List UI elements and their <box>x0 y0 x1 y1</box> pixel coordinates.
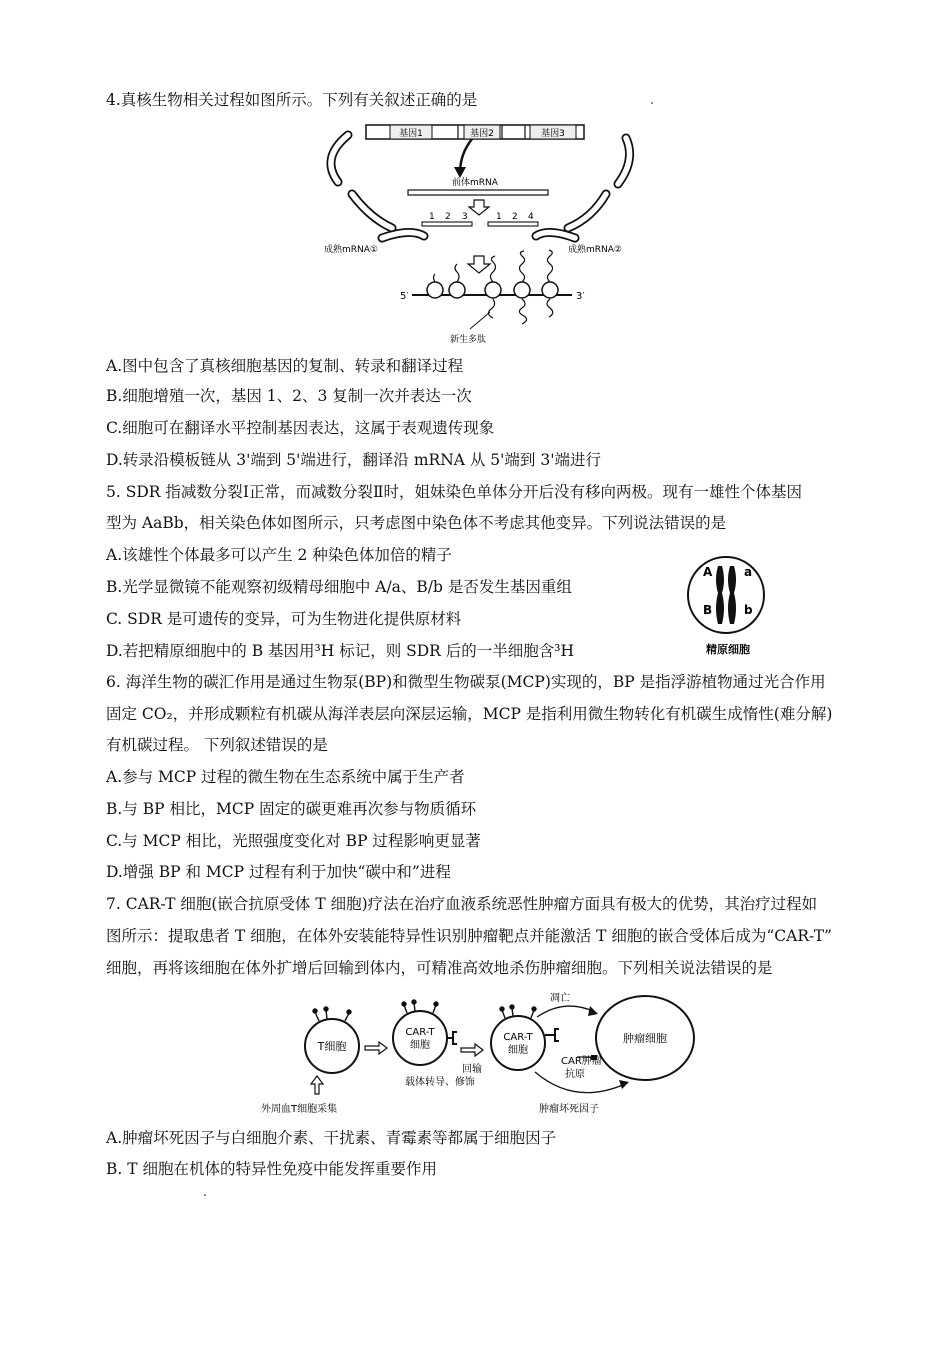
car-receptor <box>447 1032 457 1044</box>
mature-mrna-2-label: 成熟mRNA② <box>568 245 622 255</box>
svg-text:2: 2 <box>512 212 518 222</box>
q5-option-a[interactable]: A.该雄性个体最多可以产生 2 种染色体加倍的精子 <box>106 546 452 564</box>
svg-text:3: 3 <box>462 212 468 222</box>
allele-A: A <box>703 565 713 579</box>
q4-option-b[interactable]: B.细胞增殖一次，基因 1、2、3 复制一次并表达一次 <box>106 387 472 405</box>
gene2-label: 基因2 <box>470 129 494 139</box>
ribosome <box>514 282 530 298</box>
gene1-label: 基因1 <box>399 129 423 139</box>
svg-text:1: 1 <box>496 212 502 222</box>
reinfuse-label: 回输 <box>462 1064 482 1075</box>
q5-figure <box>682 552 774 662</box>
q5-option-b[interactable]: B.光学显微镜不能观察初级精母细胞中 A/a、B/b 是否发生基因重组 <box>106 578 572 596</box>
car-t-cell-2 <box>491 1016 545 1070</box>
q4-option-d[interactable]: D.转录沿模板链从 3'端到 5'端进行，翻译沿 mRNA 从 5'端到 3'端进行 <box>106 451 601 469</box>
q7-option-a[interactable]: A.肿瘤坏死因子与白细胞介素、干扰素、青霉素等都属于细胞因子 <box>106 1129 557 1147</box>
q6-stem-line3: 有机碳过程。 下列叙述错误的是 <box>106 736 328 754</box>
svg-text:细胞: 细胞 <box>410 1040 430 1051</box>
three-prime-label: 3′ <box>576 291 585 302</box>
antigen-label-1: CAR肿瘤 <box>561 1056 602 1067</box>
tnf-label: 肿瘤坏死因子 <box>539 1104 599 1115</box>
q4-stem: 4.真核生物相关过程如图所示。下列有关叙述正确的是 <box>106 91 478 109</box>
stray-dot <box>204 1194 206 1196</box>
q6-option-b[interactable]: B.与 BP 相比，MCP 固定的碳更难再次参与物质循环 <box>106 800 477 818</box>
mature-mrna-1-strand <box>422 222 472 226</box>
q5-stem-line2: 型为 AaBb，相关染色体如图所示，只考虑图中染色体不考虑其他变异。下列说法错误的是 <box>106 514 727 532</box>
q5-option-c[interactable]: C. SDR 是可遗传的变异，可为生物进化提供原材料 <box>106 610 462 628</box>
q4-option-a[interactable]: A.图中包含了真核细胞基因的复制、转录和翻译过程 <box>106 357 464 375</box>
ribosome <box>427 282 443 298</box>
svg-text:CAR-T: CAR-T <box>503 1032 533 1043</box>
q7-stem-line3: 细胞，再将该细胞在体外扩增后回输到体内，可精准高效地杀伤肿瘤细胞。下列相关说法错误的是 <box>106 959 773 977</box>
svg-text:1: 1 <box>429 212 435 222</box>
pre-mrna-strand <box>408 190 548 195</box>
apoptosis-label: 凋亡 <box>550 993 570 1004</box>
svg-text:4: 4 <box>528 212 534 222</box>
five-prime-label: 5′ <box>400 291 409 302</box>
allele-a: a <box>744 565 753 579</box>
stray-dot <box>651 102 653 104</box>
q7-stem-line1: 7. CAR-T 细胞(嵌合抗原受体 T 细胞)疗法在治疗血液系统恶性肿瘤方面具有极大的优势，其治疗过程如 <box>106 895 818 913</box>
ribosome <box>449 282 465 298</box>
reinfuse-arrow <box>461 1044 483 1056</box>
q4-figure <box>300 118 660 350</box>
q6-option-c[interactable]: C.与 MCP 相比，光照强度变化对 BP 过程影响更显著 <box>106 832 481 850</box>
q4-option-c[interactable]: C.细胞可在翻译水平控制基因表达，这属于表观遗传现象 <box>106 419 495 437</box>
apoptosis-arrow <box>537 1006 595 1017</box>
modify-arrow <box>365 1042 387 1054</box>
q5-stem-line1: 5. SDR 指减数分裂Ⅰ正常，而减数分裂Ⅱ时，姐妹染色单体分开后没有移向两极。现有一雄性个体基因 <box>106 483 803 501</box>
splicing-arrow <box>469 200 489 215</box>
allele-B: B <box>703 603 713 617</box>
ribosome <box>542 282 558 298</box>
q7-option-b[interactable]: B. T 细胞在机体的特异性免疫中能发挥重要作用 <box>106 1160 438 1178</box>
q7-figure <box>255 988 705 1118</box>
q6-stem-line2: 固定 CO₂，并形成颗粒有机碳从海洋表层向深层运输，MCP 是指利用微生物转化有机碳生成惰性(难分解) <box>106 705 833 723</box>
collect-label: 外周血T细胞采集 <box>261 1104 338 1115</box>
q7-stem-line2: 图所示：提取患者 T 细胞，在体外安装能特异性识别肿瘤靶点并能激活 T 细胞的嵌合受体后成为“CAR-T” <box>106 927 832 945</box>
q5-option-d[interactable]: D.若把精原细胞中的 B 基因用³H 标记，则 SDR 后的一半细胞含³H <box>106 642 575 660</box>
peptide-label: 新生多肽 <box>450 335 487 345</box>
translation-arrow <box>468 256 490 273</box>
q6-option-d[interactable]: D.增强 BP 和 MCP 过程有利于加快“碳中和”进程 <box>106 863 451 881</box>
antigen-label-2: 抗原 <box>565 1069 585 1080</box>
car-t-cell-1 <box>393 1011 447 1065</box>
gene3-label: 基因3 <box>541 129 565 139</box>
pre-mrna-label: 前体mRNA <box>452 178 498 188</box>
vector-label: 载体转导、修饰 <box>405 1077 475 1088</box>
ribosome <box>485 282 501 298</box>
mature-mrna-2-strand <box>488 222 538 226</box>
mature-mrna-1-label: 成熟mRNA① <box>324 245 378 255</box>
tumor-label: 肿瘤细胞 <box>623 1032 667 1045</box>
allele-b: b <box>744 603 753 617</box>
spermatogonium-caption: 精原细胞 <box>706 643 750 656</box>
q6-option-a[interactable]: A.参与 MCP 过程的微生物在生态系统中属于生产者 <box>106 768 465 786</box>
cell-outline <box>688 557 764 633</box>
q6-stem-line1: 6. 海洋生物的碳汇作用是通过生物泵(BP)和微型生物碳泵(MCP)实现的，BP 是指浮游植物通过光合作用 <box>106 673 826 691</box>
svg-text:细胞: 细胞 <box>508 1045 528 1056</box>
t-cell-label: T细胞 <box>317 1040 347 1053</box>
collect-arrow <box>311 1076 323 1094</box>
svg-text:2: 2 <box>445 212 451 222</box>
svg-text:CAR-T: CAR-T <box>405 1027 435 1038</box>
